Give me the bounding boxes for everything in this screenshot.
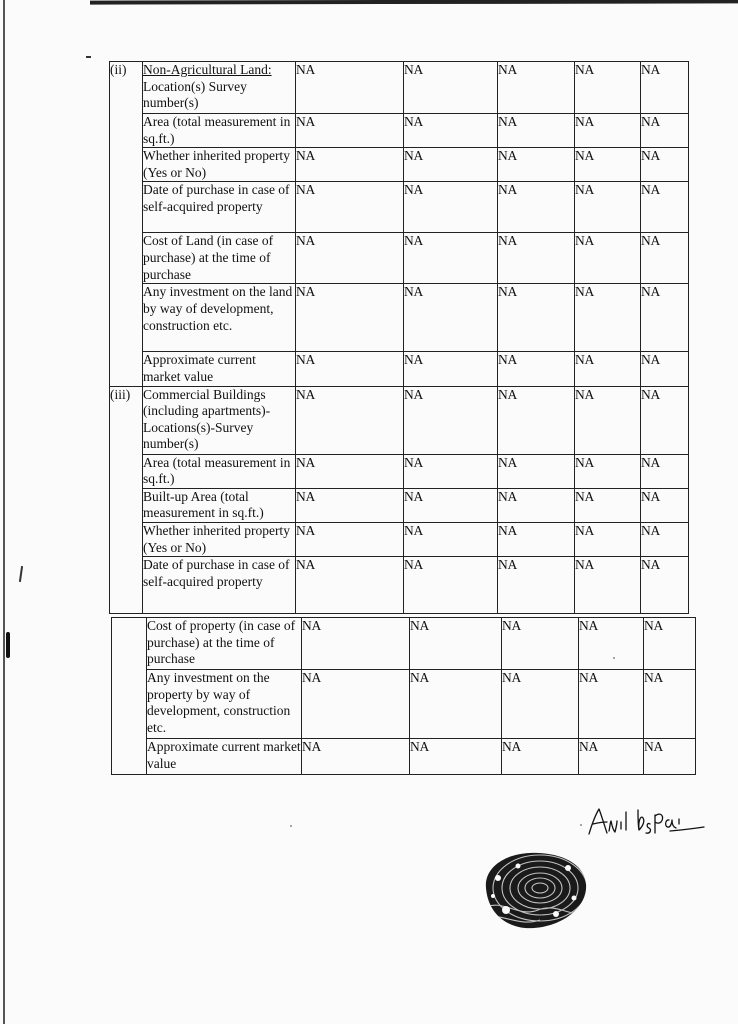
value-cell: NA	[641, 148, 689, 182]
value-cell: NA	[498, 182, 575, 233]
table-row	[110, 522, 689, 556]
value-cell: NA	[644, 739, 696, 775]
value-cell: NA	[575, 386, 641, 454]
table-row	[110, 454, 689, 488]
value-cell: NA	[641, 114, 689, 148]
value-cell: NA	[498, 62, 575, 114]
value-cell: NA	[575, 557, 641, 614]
value-cell: NA	[502, 618, 579, 670]
row-label: Area (total measurement in sq.ft.)	[143, 114, 296, 148]
table-row	[110, 233, 689, 284]
value-cell: NA	[644, 618, 696, 670]
table-row	[110, 182, 689, 233]
value-cell: NA	[641, 233, 689, 284]
value-cell: NA	[296, 284, 404, 352]
row-label: Any investment on the land by way of development, construction etc.	[143, 284, 296, 352]
value-cell: NA	[404, 386, 498, 454]
value-cell: NA	[498, 233, 575, 284]
value-cell: NA	[404, 182, 498, 233]
value-cell: NA	[498, 284, 575, 352]
value-cell: NA	[498, 454, 575, 488]
value-cell: NA	[296, 182, 404, 233]
table-row	[110, 386, 689, 454]
value-cell: NA	[410, 670, 502, 739]
value-cell: NA	[404, 62, 498, 114]
value-cell: NA	[296, 454, 404, 488]
section-index: (ii)	[110, 62, 143, 387]
value-cell: NA	[575, 148, 641, 182]
value-cell: NA	[498, 386, 575, 454]
value-cell: NA	[404, 114, 498, 148]
value-cell: NA	[641, 488, 689, 522]
value-cell: NA	[410, 739, 502, 775]
value-cell: NA	[575, 233, 641, 284]
value-cell: NA	[641, 62, 689, 114]
scan-mark	[19, 566, 23, 582]
section-index: (iii)	[110, 386, 143, 614]
value-cell: NA	[575, 182, 641, 233]
row-label: Approximate current market value	[147, 739, 302, 775]
row-label: Non-Agricultural Land: Location(s) Survey number(s)	[143, 62, 296, 114]
value-cell: NA	[502, 670, 579, 739]
table-row	[110, 284, 689, 352]
value-cell: NA	[296, 352, 404, 386]
value-cell: NA	[502, 739, 579, 775]
value-cell: NA	[296, 522, 404, 556]
table-row	[110, 114, 689, 148]
table-row	[112, 670, 696, 739]
row-label: Built-up Area (total measurement in sq.ft.)	[143, 488, 296, 522]
row-label: Whether inherited property (Yes or No)	[143, 148, 296, 182]
value-cell: NA	[296, 488, 404, 522]
row-label: Cost of property (in case of purchase) at the time of purchase	[147, 618, 302, 670]
scan-top-edge	[90, 0, 738, 5]
scan-speck	[580, 824, 582, 826]
value-cell: NA	[296, 386, 404, 454]
value-cell: NA	[575, 522, 641, 556]
row-label: Whether inherited property (Yes or No)	[143, 522, 296, 556]
table-row	[110, 488, 689, 522]
table-row	[110, 62, 689, 114]
scan-speck	[290, 825, 292, 827]
empty-index-cell	[112, 618, 147, 775]
value-cell: NA	[296, 62, 404, 114]
value-cell: NA	[575, 454, 641, 488]
value-cell: NA	[498, 488, 575, 522]
scan-mark	[86, 56, 91, 58]
value-cell: NA	[579, 739, 644, 775]
assets-table-part-1	[109, 61, 689, 614]
value-cell: NA	[641, 182, 689, 233]
row-label: Commercial Buildings (including apartments)- Locations(s)-Survey number(s)	[143, 386, 296, 454]
value-cell: NA	[404, 522, 498, 556]
handwritten-signature	[586, 800, 711, 840]
value-cell: NA	[404, 557, 498, 614]
value-cell: NA	[404, 233, 498, 284]
table-row	[110, 148, 689, 182]
value-cell: NA	[296, 114, 404, 148]
value-cell: NA	[410, 618, 502, 670]
row-label: Date of purchase in case of self-acquired property	[143, 182, 296, 233]
table-row	[110, 557, 689, 614]
value-cell: NA	[498, 352, 575, 386]
assets-table-part-2	[111, 617, 696, 775]
value-cell: NA	[404, 148, 498, 182]
value-cell: NA	[498, 148, 575, 182]
value-cell: NA	[296, 233, 404, 284]
value-cell: NA	[404, 488, 498, 522]
value-cell: NA	[641, 454, 689, 488]
scan-left-edge	[3, 0, 5, 1024]
value-cell: NA	[575, 62, 641, 114]
thumbprint	[478, 848, 590, 932]
value-cell: NA	[302, 670, 410, 739]
value-cell: NA	[575, 352, 641, 386]
row-label: Cost of Land (in case of purchase) at the time of purchase	[143, 233, 296, 284]
value-cell: NA	[404, 352, 498, 386]
value-cell: NA	[575, 114, 641, 148]
scan-mark	[6, 632, 10, 658]
row-label: Approximate current market value	[143, 352, 296, 386]
row-label: Area (total measurement in sq.ft.)	[143, 454, 296, 488]
value-cell: NA	[641, 522, 689, 556]
value-cell: NA	[296, 557, 404, 614]
value-cell: NA	[404, 454, 498, 488]
value-cell: NA	[575, 488, 641, 522]
value-cell: NA	[404, 284, 498, 352]
section-title: Non-Agricultural Land:	[143, 62, 272, 77]
scan-speck	[613, 657, 615, 659]
row-label: Any investment on the property by way of development, construction etc.	[147, 670, 302, 739]
value-cell: NA	[302, 739, 410, 775]
table-row	[110, 352, 689, 386]
value-cell: NA	[641, 386, 689, 454]
value-cell: NA	[579, 618, 644, 670]
table-row	[112, 739, 696, 775]
value-cell: NA	[641, 352, 689, 386]
value-cell: NA	[498, 522, 575, 556]
value-cell: NA	[644, 670, 696, 739]
value-cell: NA	[296, 148, 404, 182]
value-cell: NA	[498, 557, 575, 614]
value-cell: NA	[498, 114, 575, 148]
value-cell: NA	[579, 670, 644, 739]
value-cell: NA	[641, 557, 689, 614]
value-cell: NA	[302, 618, 410, 670]
value-cell: NA	[641, 284, 689, 352]
table-row	[112, 618, 696, 670]
value-cell: NA	[575, 284, 641, 352]
row-label: Date of purchase in case of self-acquired property	[143, 557, 296, 614]
